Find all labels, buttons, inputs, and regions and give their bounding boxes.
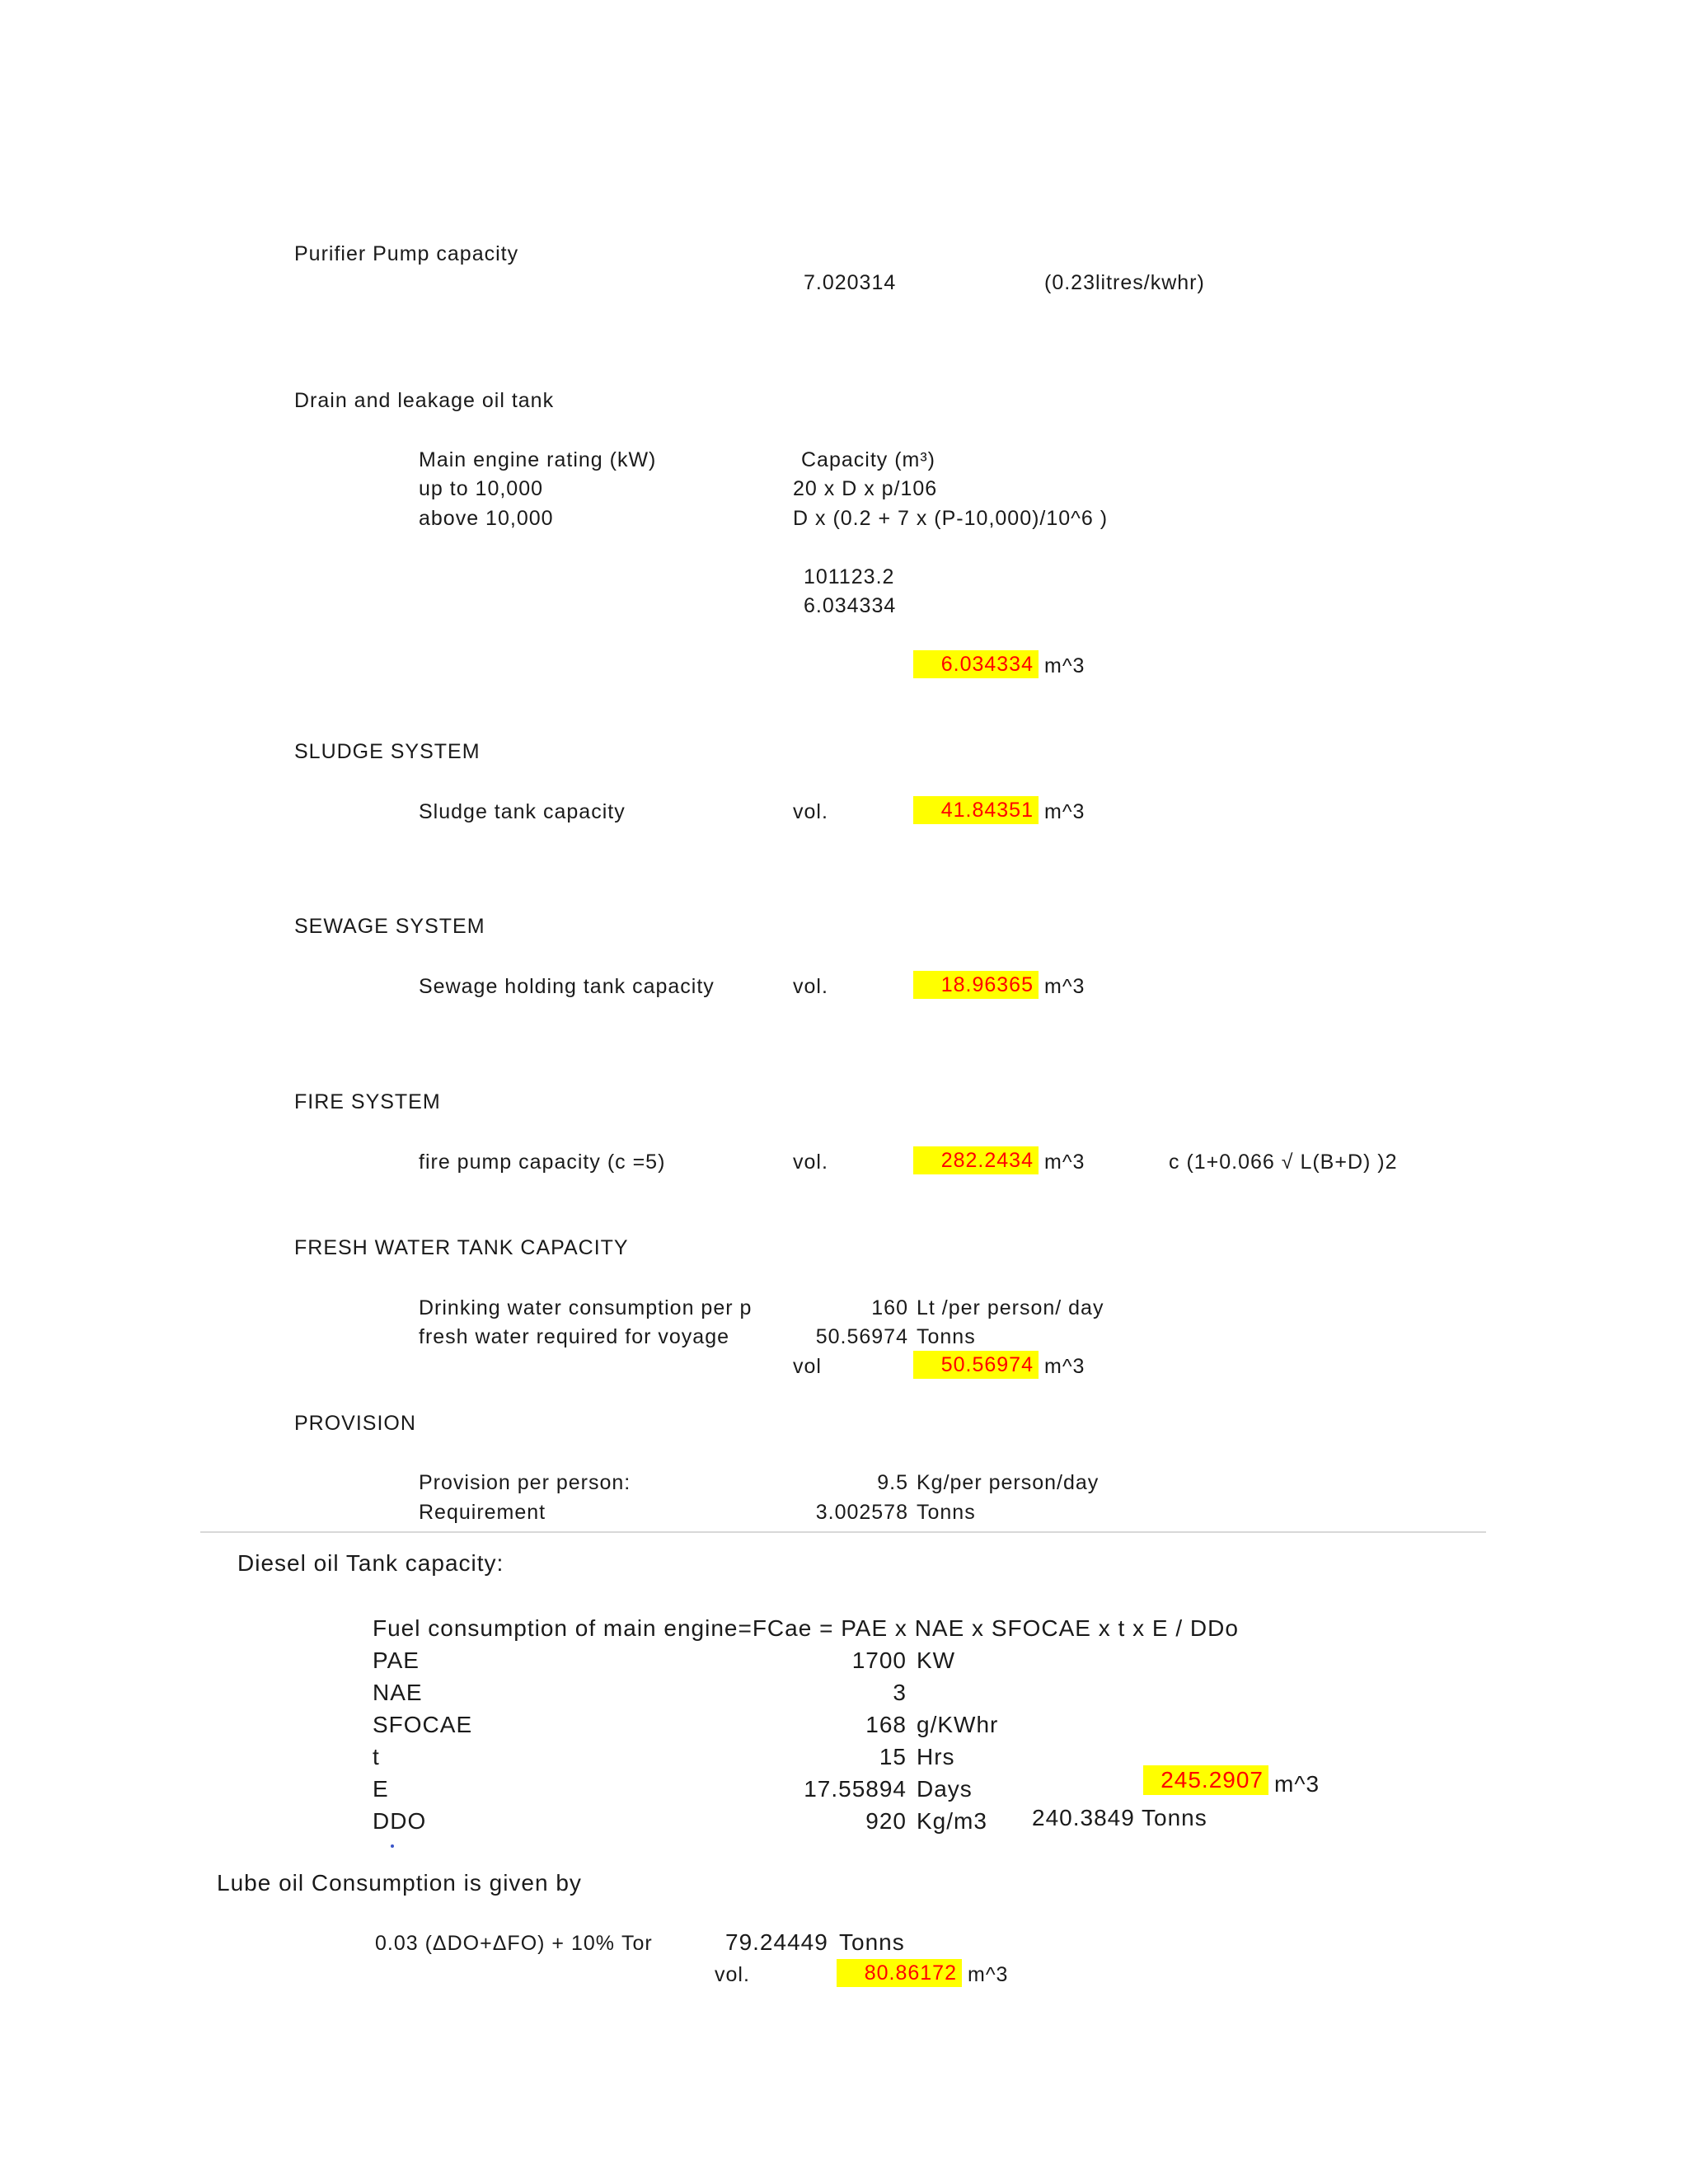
provision-value-1: 9.5 — [877, 1471, 908, 1494]
fire-vol: vol. — [793, 1151, 828, 1174]
sludge-label: Sludge tank capacity — [419, 800, 626, 823]
diesel-value: 15 — [879, 1744, 907, 1769]
sludge-vol: vol. — [793, 800, 828, 823]
stray-dot — [391, 1844, 394, 1848]
diesel-unit: Hrs — [917, 1744, 955, 1769]
fire-formula: c (1+0.066 √ L(B+D) )2 — [1169, 1151, 1398, 1174]
sewage-unit: m^3 — [1044, 975, 1085, 998]
provision-unit-1: Kg/per person/day — [917, 1471, 1100, 1494]
fresh-unit: m^3 — [1044, 1355, 1085, 1378]
sewage-vol: vol. — [793, 975, 828, 998]
provision-label-2: Requirement — [419, 1501, 546, 1524]
lube-tonns-value: 79.24449 — [725, 1929, 828, 1955]
lube-formula: 0.03 (ΔDO+ΔFO) + 10% Tor — [375, 1932, 653, 1955]
diesel-tonns-unit: Tonns — [1142, 1805, 1207, 1830]
drain-result: 6.034334 — [913, 650, 1039, 678]
provision-title: PROVISION — [294, 1412, 416, 1435]
diesel-unit: Kg/m3 — [917, 1808, 987, 1834]
sewage-result: 18.96365 — [913, 971, 1039, 999]
lube-vol: vol. — [715, 1963, 750, 1986]
page-divider — [200, 1531, 1486, 1533]
drain-unit: m^3 — [1044, 654, 1085, 677]
purifier-note: (0.23litres/kwhr) — [1044, 271, 1205, 294]
sludge-result: 41.84351 — [913, 796, 1039, 824]
diesel-label: SFOCAE — [373, 1712, 473, 1737]
drain-value-2: 6.034334 — [804, 594, 897, 617]
diesel-title: Diesel oil Tank capacity: — [237, 1550, 504, 1576]
diesel-result-unit: m^3 — [1274, 1771, 1320, 1797]
sludge-unit: m^3 — [1044, 800, 1085, 823]
diesel-label: t — [373, 1744, 380, 1769]
purifier-title: Purifier Pump capacity — [294, 242, 519, 265]
fire-unit: m^3 — [1044, 1151, 1085, 1174]
provision-value-2: 3.002578 — [815, 1501, 908, 1524]
diesel-result: 245.2907 — [1143, 1765, 1268, 1795]
diesel-label: PAE — [373, 1647, 420, 1673]
fire-result: 282.2434 — [913, 1146, 1039, 1174]
sludge-title: SLUDGE SYSTEM — [294, 740, 481, 763]
diesel-unit: Days — [917, 1776, 973, 1802]
drain-header-capacity: Capacity (m³) — [801, 448, 936, 471]
fresh-unit-2: Tonns — [917, 1325, 976, 1348]
fresh-label-2: fresh water required for voyage — [419, 1325, 730, 1348]
fresh-title: FRESH WATER TANK CAPACITY — [294, 1236, 629, 1259]
drain-value-1: 101123.2 — [804, 565, 895, 588]
diesel-unit: KW — [917, 1647, 956, 1673]
fire-label: fire pump capacity (c =5) — [419, 1151, 666, 1174]
drain-row2-formula: D x (0.2 + 7 x (P-10,000)/10^6 ) — [793, 507, 1109, 530]
diesel-label: DDO — [373, 1808, 427, 1834]
diesel-formula: Fuel consumption of main engine=FCae = PAE x NAE x SFOCAE x t x E / DDo — [373, 1615, 1239, 1641]
sewage-label: Sewage holding tank capacity — [419, 975, 715, 998]
diesel-tonns-value: 240.3849 — [1032, 1805, 1135, 1830]
diesel-value: 17.55894 — [804, 1776, 907, 1802]
fire-title: FIRE SYSTEM — [294, 1090, 441, 1113]
fresh-label-1: Drinking water consumption per p — [419, 1296, 753, 1319]
fresh-result: 50.56974 — [913, 1351, 1039, 1379]
diesel-value: 1700 — [851, 1647, 907, 1673]
drain-title: Drain and leakage oil tank — [294, 389, 555, 412]
diesel-value: 920 — [865, 1808, 907, 1834]
drain-row1-label: up to 10,000 — [419, 477, 544, 500]
fresh-unit-1: Lt /per person/ day — [917, 1296, 1104, 1319]
lube-unit: m^3 — [968, 1963, 1009, 1986]
fresh-value-1: 160 — [871, 1296, 908, 1319]
drain-header-rating: Main engine rating (kW) — [419, 448, 657, 471]
drain-row2-label: above 10,000 — [419, 507, 554, 530]
provision-label-1: Provision per person: — [419, 1471, 631, 1494]
sewage-title: SEWAGE SYSTEM — [294, 915, 485, 938]
diesel-value: 168 — [865, 1712, 907, 1737]
fresh-value-2: 50.56974 — [815, 1325, 908, 1348]
lube-title: Lube oil Consumption is given by — [217, 1870, 582, 1896]
lube-result: 80.86172 — [837, 1959, 962, 1987]
drain-row1-formula: 20 x D x p/106 — [793, 477, 938, 500]
diesel-value: 3 — [893, 1680, 907, 1705]
provision-unit-2: Tonns — [917, 1501, 976, 1524]
lube-tonns-unit: Tonns — [839, 1929, 905, 1955]
diesel-label: NAE — [373, 1680, 423, 1705]
fresh-vol: vol — [793, 1355, 822, 1378]
purifier-value: 7.020314 — [804, 271, 897, 294]
diesel-label: E — [373, 1776, 389, 1802]
diesel-unit: g/KWhr — [917, 1712, 999, 1737]
